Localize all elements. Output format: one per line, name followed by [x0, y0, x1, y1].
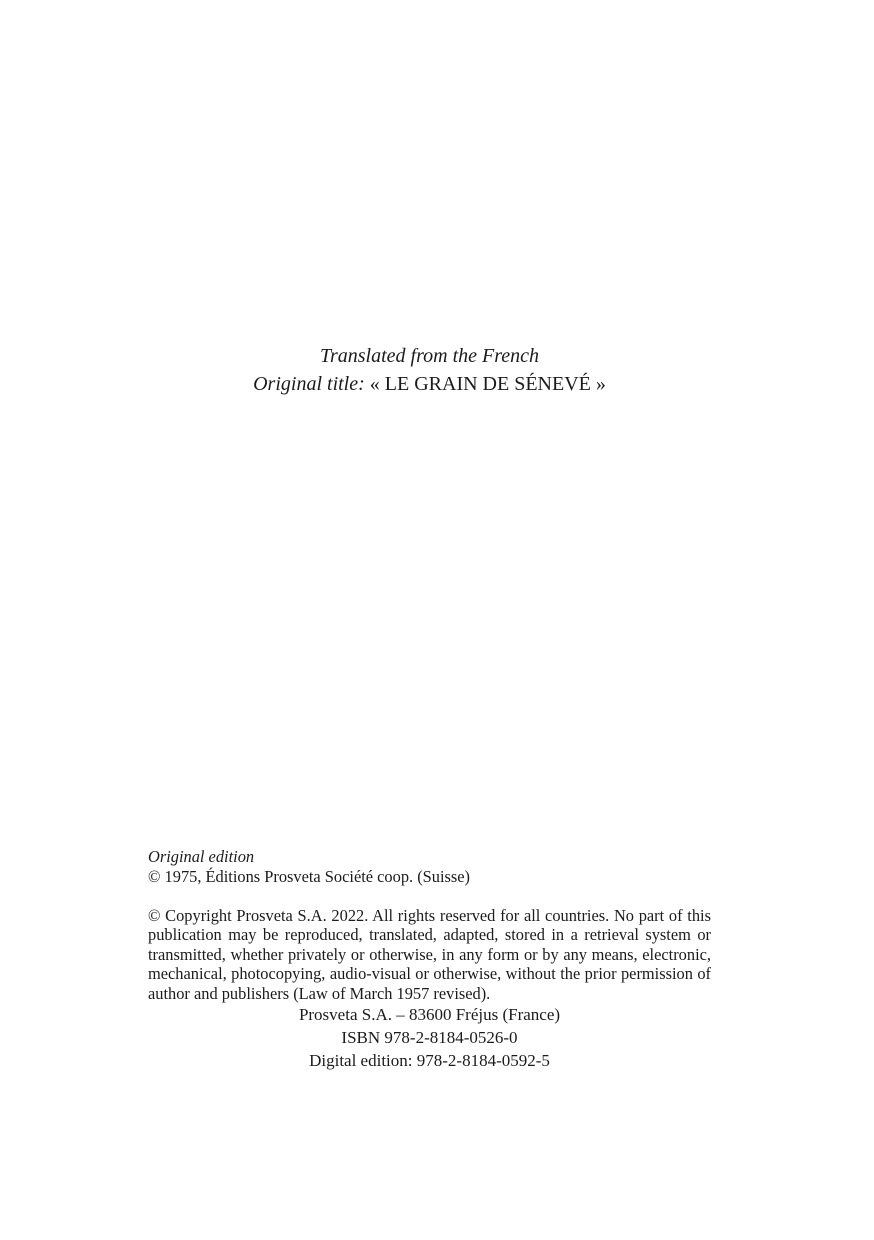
translation-title-block [148, 342, 711, 398]
copyright-block [148, 847, 711, 1072]
translation-note: Translated from the French [319, 345, 540, 367]
isbn-line: ISBN 978-2-8184-0526-0 [341, 1028, 518, 1047]
original-title-value: « LE GRAIN DE SÉNEVÉ » [369, 373, 606, 395]
copyright-notice-paragraph: © Copyright Prosveta S.A. 2022. All rights reserved for all countries. No part of this publication may be reproduced, translated, adapted, stored in a retrieval system or transmitted, whether privately or otherwise, in any form or by any means, electronic, mechanical, photocopying, audio-visual or otherwise, without the prior permission of author and publishers (Law of March 1957 revised). [148, 905, 711, 1003]
original-title-line [148, 370, 711, 398]
imprint-block [148, 1003, 711, 1072]
original-title-label: Original title: [253, 373, 365, 395]
publisher-address-line: Prosveta S.A. – 83600 Fréjus (France) [298, 1005, 561, 1024]
original-edition-heading: Original edition [148, 847, 255, 866]
original-edition-copyright-line: © 1975, Éditions Prosveta Société coop. (Suisse) [148, 866, 471, 886]
digital-edition-line: Digital edition: 978-2-8184-0592-5 [309, 1051, 550, 1070]
